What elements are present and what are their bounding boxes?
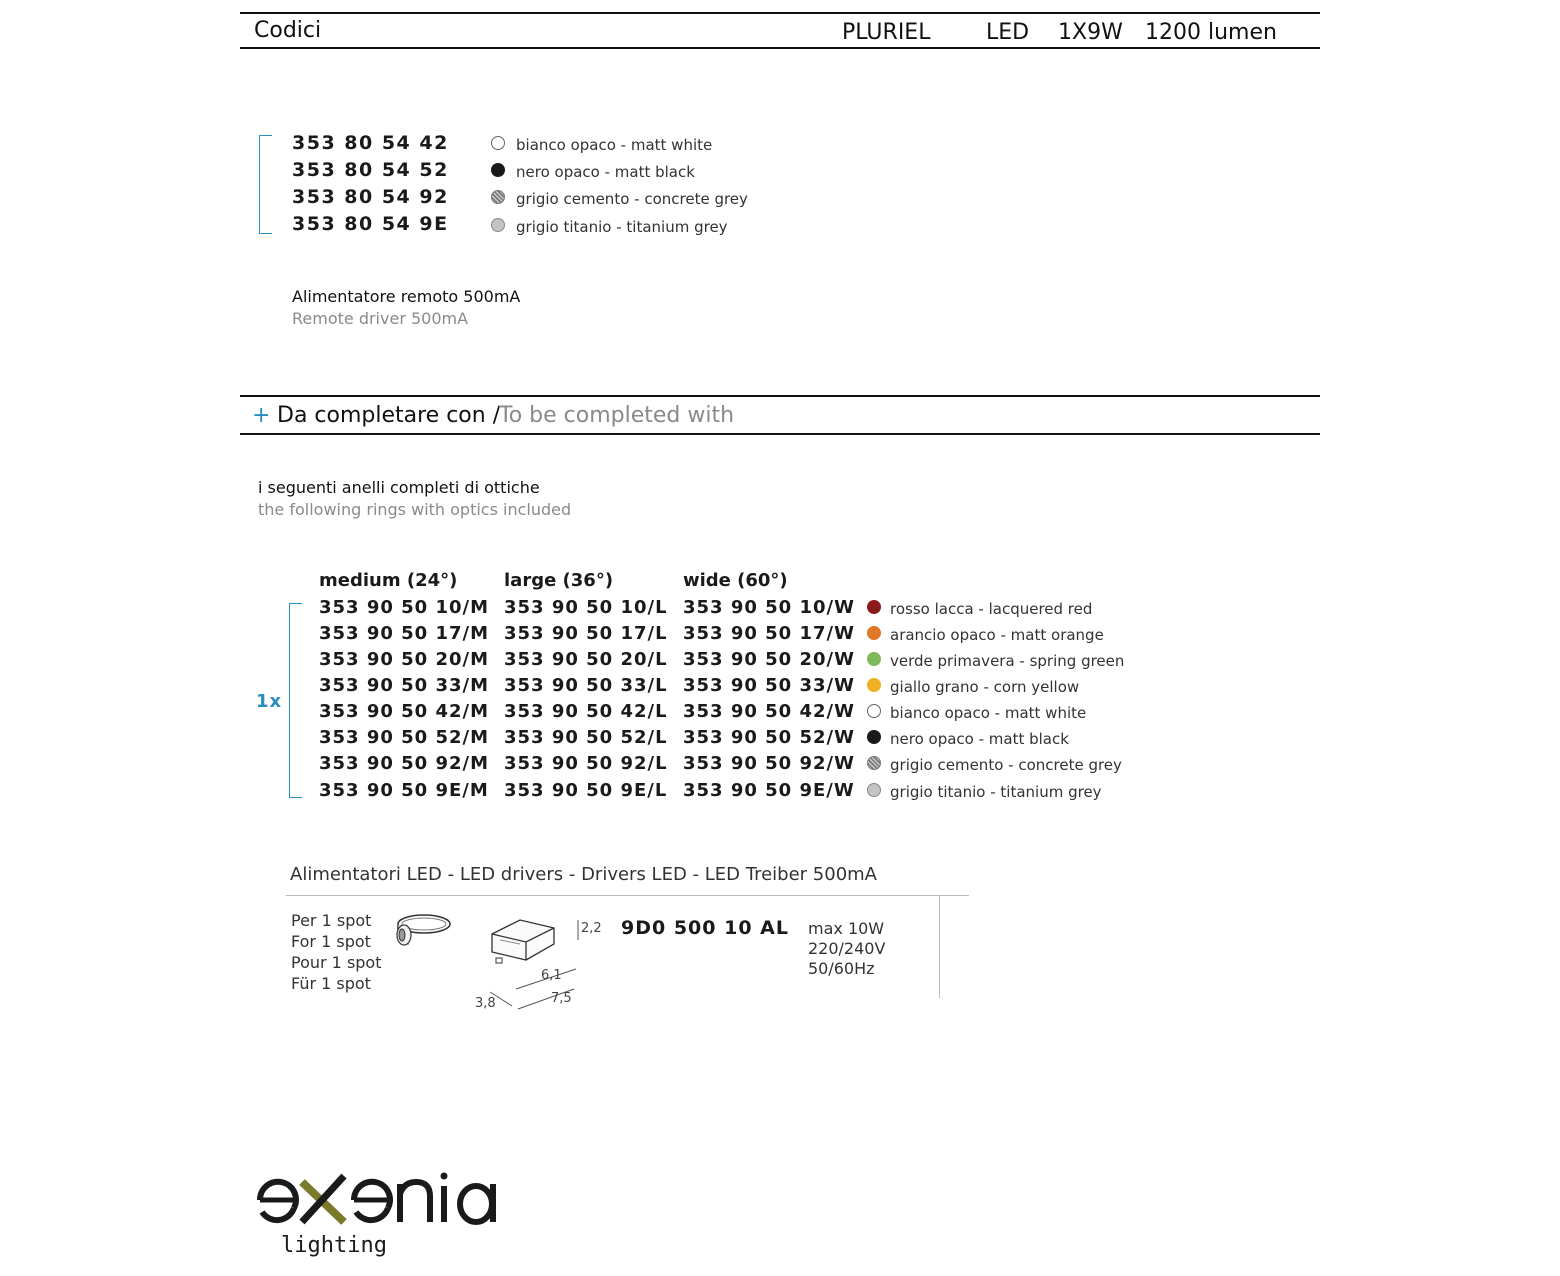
per-spot-fr: Pour 1 spot — [291, 953, 382, 972]
ring-code-wide: 353 90 50 10/W — [683, 597, 855, 618]
product-code: 353 80 54 9E — [292, 213, 449, 235]
color-swatch-titanium — [491, 218, 505, 232]
ring-code-large: 353 90 50 9E/L — [504, 780, 668, 801]
rings-header-large: large (36°) — [504, 570, 614, 591]
ring-code-medium: 353 90 50 42/M — [319, 701, 490, 722]
color-swatch-yellow — [867, 678, 881, 692]
dim-depth: 3,8 — [475, 996, 496, 1011]
rings-bracket — [289, 603, 302, 798]
spec-power: max 10W — [808, 919, 885, 938]
ring-code-medium: 353 90 50 17/M — [319, 623, 490, 644]
per-spot-list — [291, 910, 382, 994]
color-swatch-black — [867, 730, 881, 744]
ring-code-large: 353 90 50 10/L — [504, 597, 668, 618]
complete-top-rule — [240, 395, 1320, 397]
dim-height: 2,2 — [581, 921, 602, 936]
header-type: LED — [986, 20, 1030, 45]
complete-title-en: To be completed with — [499, 403, 735, 428]
color-name: verde primavera - spring green — [890, 652, 1125, 670]
color-swatch-white — [491, 136, 505, 150]
ring-code-medium: 353 90 50 9E/M — [319, 780, 489, 801]
ring-code-large: 353 90 50 17/L — [504, 623, 668, 644]
header-top-rule — [240, 12, 1320, 14]
per-spot-de: Für 1 spot — [291, 974, 371, 993]
complete-bottom-rule — [240, 433, 1320, 435]
ring-code-wide: 353 90 50 17/W — [683, 623, 855, 644]
plus-icon: + — [252, 403, 271, 428]
color-swatch-red — [867, 600, 881, 614]
ring-code-medium: 353 90 50 33/M — [319, 675, 490, 696]
color-name: grigio titanio - titanium grey — [516, 218, 728, 236]
ring-code-large: 353 90 50 33/L — [504, 675, 668, 696]
drivers-title: Alimentatori LED - LED drivers - Drivers LED - LED Treiber 500mA — [290, 864, 877, 885]
rings-header-wide: wide (60°) — [683, 570, 788, 591]
color-name: grigio cemento - concrete grey — [890, 756, 1122, 774]
product-code: 353 80 54 52 — [292, 159, 449, 181]
color-name: arancio opaco - matt orange — [890, 626, 1104, 644]
ring-code-large: 353 90 50 20/L — [504, 649, 668, 670]
spec-voltage: 220/240V — [808, 939, 886, 958]
ring-code-large: 353 90 50 52/L — [504, 727, 668, 748]
color-swatch-green — [867, 652, 881, 666]
header-flux: 1200 lumen — [1145, 20, 1277, 45]
ring-code-large: 353 90 50 42/L — [504, 701, 668, 722]
header-power: 1X9W — [1058, 20, 1123, 45]
logo-subtitle: lighting — [281, 1233, 387, 1258]
ring-code-medium: 353 90 50 20/M — [319, 649, 490, 670]
codes-bracket — [259, 135, 272, 234]
driver-note-en: Remote driver 500mA — [292, 309, 469, 328]
dim-length: 7,5 — [551, 991, 572, 1006]
color-name: rosso lacca - lacquered red — [890, 600, 1093, 618]
per-spot-it: Per 1 spot — [291, 911, 372, 930]
drivers-vertical-rule — [939, 896, 940, 998]
rings-intro-it: i seguenti anelli completi di ottiche — [258, 478, 540, 497]
color-swatch-black — [491, 163, 505, 177]
spec-frequency: 50/60Hz — [808, 959, 875, 978]
color-swatch-orange — [867, 626, 881, 640]
product-code: 353 80 54 92 — [292, 186, 449, 208]
color-swatch-white — [867, 704, 881, 718]
ring-code-wide: 353 90 50 42/W — [683, 701, 855, 722]
ring-code-medium: 353 90 50 52/M — [319, 727, 490, 748]
rings-quantity: 1x — [256, 691, 283, 712]
ring-code-wide: 353 90 50 33/W — [683, 675, 855, 696]
dim-width: 6,1 — [541, 968, 562, 983]
color-name: grigio titanio - titanium grey — [890, 783, 1102, 801]
color-swatch-titanium — [867, 783, 881, 797]
ring-code-wide: 353 90 50 52/W — [683, 727, 855, 748]
color-name: bianco opaco - matt white — [516, 136, 713, 154]
color-name: nero opaco - matt black — [516, 163, 695, 181]
per-spot-en: For 1 spot — [291, 932, 371, 951]
driver-specs — [808, 919, 885, 979]
product-code: 353 80 54 42 — [292, 132, 449, 154]
driver-note-it: Alimentatore remoto 500mA — [292, 287, 521, 306]
color-swatch-concrete — [491, 190, 505, 204]
driver-code: 9D0 500 10 AL — [621, 917, 789, 939]
color-swatch-concrete — [867, 756, 881, 770]
header-title: Codici — [254, 18, 322, 43]
ring-code-wide: 353 90 50 9E/W — [683, 780, 855, 801]
header-bottom-rule — [240, 47, 1320, 49]
complete-title-it: Da completare con / — [277, 403, 501, 428]
ring-code-wide: 353 90 50 92/W — [683, 753, 855, 774]
spotlight-icon — [388, 910, 456, 950]
ring-code-large: 353 90 50 92/L — [504, 753, 668, 774]
color-name: giallo grano - corn yellow — [890, 678, 1080, 696]
color-name: nero opaco - matt black — [890, 730, 1069, 748]
ring-code-medium: 353 90 50 92/M — [319, 753, 490, 774]
color-name: grigio cemento - concrete grey — [516, 190, 748, 208]
rings-intro-en: the following rings with optics included — [258, 500, 572, 519]
ring-code-wide: 353 90 50 20/W — [683, 649, 855, 670]
rings-header-medium: medium (24°) — [319, 570, 458, 591]
color-name: bianco opaco - matt white — [890, 704, 1087, 722]
header-product: PLURIEL — [842, 20, 931, 45]
drivers-rule — [286, 895, 969, 896]
ring-code-medium: 353 90 50 10/M — [319, 597, 490, 618]
